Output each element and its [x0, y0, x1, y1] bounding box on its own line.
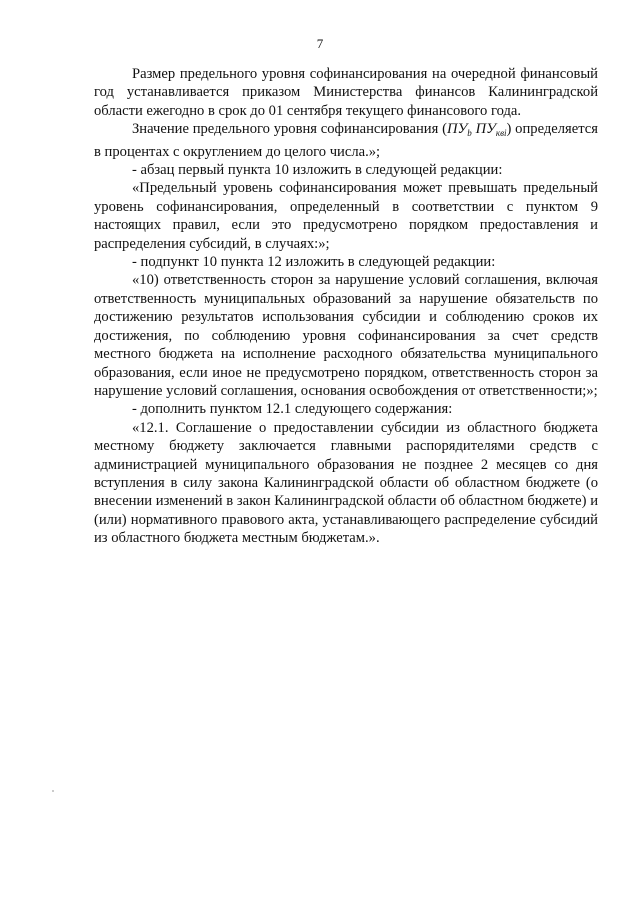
- paragraph-amend-point-10: - абзац первый пункта 10 изложить в следующей редакции:: [132, 162, 503, 179]
- formula-pu-b: ПУ: [446, 121, 468, 138]
- paragraph-amend-subpoint-10: - подпункт 10 пункта 12 изложить в следующей редакции:: [132, 254, 496, 271]
- formula-pu-kvi-sub: квi: [495, 128, 507, 139]
- paragraph-add-point-12-1: - дополнить пунктом 12.1 следующего содержания:: [132, 401, 453, 418]
- paragraph-cofinancing-value: [94, 120, 598, 161]
- formula-text-before: Значение предельного уровня софинансирования (: [132, 121, 447, 138]
- formula-text-after: ) определяется в процентах с округлением до целого числа.»;: [94, 121, 598, 160]
- paragraph-point-10-text: «Предельный уровень софинансирования может превышать предельный уровень софинансирования, определенный в соответствии с пунктом 9 настоящих правил, если это предусмотрено порядком предоставления и распределения субсидий, в случаях:»;: [94, 180, 598, 252]
- page-number: 7: [316, 36, 324, 51]
- paragraph-cofinancing-size: Размер предельного уровня софинансирования на очередной финансовый год устанавливается приказом Министерства финансов Калининградской области ежегодно в срок до 01 сентября текущего финансового года.: [94, 66, 598, 119]
- formula-pu-b-sub: b: [467, 128, 472, 139]
- scan-speck: [52, 790, 54, 792]
- document-body: [94, 65, 598, 548]
- formula-pu-kvi: ПУ: [475, 121, 496, 138]
- paragraph-subpoint-10-text: «10) ответственность сторон за нарушение условий соглашения, включая ответственность муниципальных образований за нарушение обязательств по достижению результатов использования субсидии и соблюдению сроков их достижения, по соблюдению уровня софинансирования за счет средств местного бюджета на исполнение расходного обязательства муниципального образования, если иное не предусмотрено порядком, ответственность сторон за нарушение условий соглашения, основания освобождения от ответственности;»;: [94, 272, 598, 399]
- paragraph-point-12-1-text: «12.1. Соглашение о предоставлении субсидии из областного бюджета местному бюджету заключается главными распорядителями средств с администрацией муниципального образования не позднее 2 месяцев со дня вступления в силу закона Калининградской области об областном бюджете (о внесении изменений в закон Калининградской области об областном бюджете) и (или) нормативного правового акта, устанавливающего распределение субсидий из областного бюджета местным бюджетам.».: [94, 419, 598, 547]
